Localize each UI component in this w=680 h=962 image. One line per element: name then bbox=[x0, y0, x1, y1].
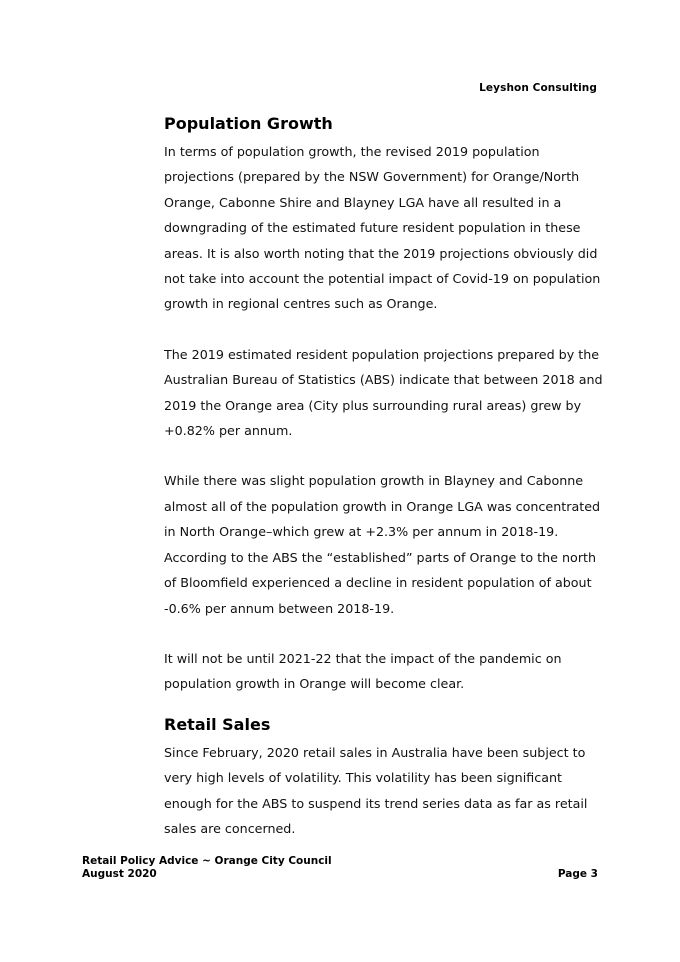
header-company: Leyshon Consulting bbox=[479, 82, 597, 94]
paragraph: While there was slight population growth in Blayney and Cabonne almost all of the population growth in Orange LGA was concentrated in North Orange–which grew at +2.3% per annum in 2018-19. According to the ABS the “established” parts of Orange to the north of Bloomfield experienced a decline in resident population of about -0.6% per annum between 2018-19. bbox=[164, 473, 601, 616]
paragraph: It will not be until 2021-22 that the impact of the pandemic on population growth in Orange will become clear. bbox=[164, 650, 562, 692]
paragraph: Since February, 2020 retail sales in Australia have been subject to very high levels of volatility. This volatility has been significant enough for the ABS to suspend its trend series data as far as retail sales are concerned. bbox=[164, 744, 588, 836]
section-retail-sales bbox=[164, 715, 604, 842]
document-body bbox=[164, 114, 604, 841]
page-number: Page 3 bbox=[557, 868, 598, 880]
section-population-growth bbox=[164, 114, 604, 697]
footer-title: Retail Policy Advice ~ Orange City Council bbox=[82, 855, 332, 867]
section-heading: Retail Sales bbox=[164, 714, 271, 734]
paragraph: The 2019 estimated resident population projections prepared by the Australian Bureau of Statistics (ABS) indicate that between 2018 and 2019 the Orange area (City plus surrounding rural areas) grew by +0.82% per annum. bbox=[164, 346, 603, 439]
section-heading: Population Growth bbox=[164, 114, 333, 133]
footer-date: August 2020 bbox=[82, 868, 157, 880]
page-footer bbox=[82, 855, 598, 881]
paragraph: In terms of population growth, the revised 2019 population projections (prepared by the NSW Government) for Orange/North Orange, Cabonne Shire and Blayney LGA have all resulted in a downgrading of the estimated future resident population in these areas. It is also worth noting that the 2019 projections obviously did not take into account the potential impact of Covid-19 on population growth in regional centres such as Orange. bbox=[164, 144, 601, 312]
